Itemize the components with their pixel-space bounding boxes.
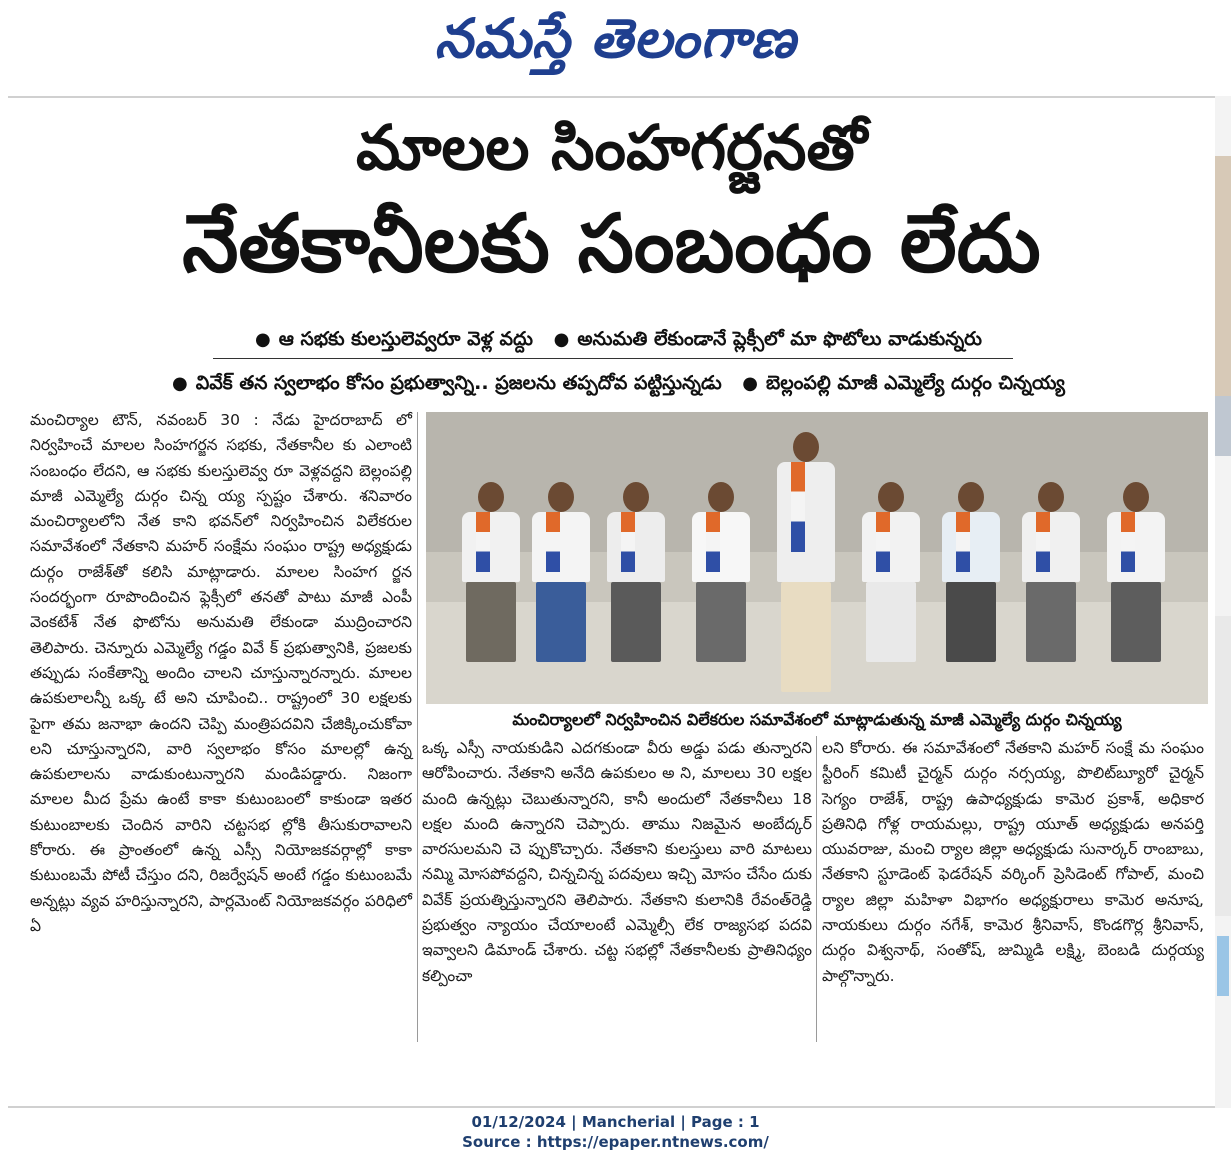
bullet-icon: ● bbox=[742, 373, 758, 394]
bullet-icon: ● bbox=[172, 373, 188, 394]
article-column-1 bbox=[30, 408, 412, 939]
subhead-1: ఆ సభకు కులస్తులెవ్వరూ వెళ్ల వద్దు bbox=[278, 328, 533, 350]
subhead-divider bbox=[213, 358, 1013, 359]
subhead-2: అనుమతి లేకుండానే ప్లెక్సీలో మా ఫొటోలు వాడుకున్నరు bbox=[577, 328, 982, 350]
column-2-text: ఒక్క ఎస్సీ నాయకుడిని ఎదగకుండా వీరు అడ్డు పడు తున్నారని ఆరోపించారు. నేతకాని అనేది ఉపకులం అ ని, మాలలు 30 లక్షల మంది ఉన్నట్లు చెబుతున్నారని, కానీ అందులో నేతకానీలు 18 లక్షల మంది ఉన్నారని చెప్పారు. తాము నిజమైన అంబేద్కర్ వారసులమని చె ప్పుకొచ్చారు. నేతకాని కులస్తులు వారి మాటలు నమ్మి మోసపోవద్దని, చిన్నచిన్న పదవులు ఇచ్చి మోసం చేసేం దుకు వివేక్ ప్రయత్నిస్తున్నారని తెలిపారు. నేతకాని కులానికి రేవంత్‌రెడ్డి ప్రభుత్వం న్యాయం చేయాలంటే ఎమ్మెల్సీ లేక రాజ్యసభ పదవి ఇవ్వాలని డిమాండ్ చేశారు. చట్ట సభల్లో నేతకానీలకు ప్రాతినిధ్యం కల్పించా bbox=[422, 739, 812, 985]
footer-date-edition: 01/12/2024 | Mancherial | Page : 1 bbox=[471, 1113, 760, 1131]
subhead-4: బెల్లంపల్లి మాజీ ఎమ్మెల్యే దుర్గం చిన్నయ్య bbox=[766, 372, 1065, 394]
bullet-icon: ● bbox=[553, 329, 570, 350]
bullet-icon: ● bbox=[254, 329, 271, 350]
headline-line-2: నేతకానీలకు సంబంధం లేదు bbox=[182, 197, 1041, 290]
article-column-2 bbox=[422, 736, 812, 989]
subhead-row-1 bbox=[8, 324, 1215, 355]
subhead-row-2 bbox=[8, 368, 1215, 399]
column-1-text: మంచిర్యాల టౌన్, నవంబర్ 30 : నేడు హైదరాబాద్ లో నిర్వహించే మాలల సింహగర్జన సభకు, నేతకానీల కు ఎలాంటి సంబంధం లేదని, ఆ సభకు కులస్తులెవ్వ రూ వెళ్లవద్దని బెల్లంపల్లి మాజీ ఎమ్మెల్యే దుర్గం చిన్న య్య స్పష్టం చేశారు. శనివారం మంచిర్యాలలోని నేత కాని భవన్‌లో నిర్వహించిన విలేకరుల సమావేశంలో నేతకాని మహర్ సంక్షేమ సంఘం రాష్ట్ర అధ్యక్షుడు దుర్గం రాజేశ్‌తో కలిసి మాట్లాడారు. మాలల సింహగ ర్జన సందర్భంగా రూపొందించిన ఫ్లెక్సీలో తనతో పాటు మాజీ ఎంపీ వెంకటేశ్ నేత ఫొటోను అనుమతి లేకుండా ముద్రించారని తెలిపారు. చెన్నూరు ఎమ్మెల్యే గడ్డం వివే క్ ప్రభుత్వానికి, ప్రజలకు తప్పుడు సంకేతాన్ని అందిం చాలని చూస్తున్నారన్నారు. మాలల ఉపకులాలన్నీ ఒక్క టే అని చూపించి.. రాష్ట్రంలో 30 లక్షలకు పైగా తమ జనాభా ఉందని చెప్పి మంత్రిపదవిని చేజిక్కించుకోవా లని చూస్తున్నారని, వారి స్వలాభం కోసం మాలల్లో ఉన్న ఉపకులాలను వాడుకుంటున్నారని మండిపడ్డారు. నిజంగా మాలల మీద ప్రేమ ఉంటే కాకా కుటుంబంలో కాకుండా ఇతర కుటుంబాలకు చెందిన వారిని చట్టసభ ల్లోకి తీసుకురావాలని కోరారు. ఈ ప్రాంతంలో ఉన్న ఎస్సీ నియోజకవర్గాల్లో కాకా కుటుంబమే పోటీ చేస్తుం దని, రిజర్వేషన్ అంటే గడ్డం కుటుంబమే అన్నట్లు వ్యవ హరిస్తున్నారని, పార్లమెంట్ నియోజకవర్గం పరిధిలో ఏ bbox=[30, 411, 412, 935]
clip-bottom-border bbox=[8, 1106, 1215, 1108]
article-column-3 bbox=[822, 736, 1204, 989]
column-3-text: లని కోరారు. ఈ సమావేశంలో నేతకాని మహర్ సంక్షే మ సంఘం స్టీరింగ్ కమిటీ చైర్మన్ దుర్గం నర్సయ్య, పొలిట్‌బ్యూరో చైర్మన్ సెగ్యం రాజేశ్, రాష్ట్ర ఉపాధ్యక్షుడు కామెర ప్రకాశ్, అధికార ప్రతినిధి గోళ్ల రాయమల్లు, రాష్ట్ర యూత్ అధ్యక్షుడు అనపర్తి యువరాజు, మంచి ర్యాల జిల్లా అధ్యక్షుడు సునార్కర్ రాంబాబు, నేతకాని స్టూడెంట్ ఫెడరేషన్ వర్కింగ్ ప్రెసిడెంట్ గోపాల్, మంచి ర్యాల జిల్లా మహిళా విభాగం అధ్యక్షురాలు కామెర అనూష, నాయకులు దుర్గం నగేశ్, కామెర శ్రీనివాస్, కొండగొర్ల శ్రీనివాస్, దుర్గం విశ్వనాథ్, సంతోష్, జుమ్మిడి లక్ష్మి, బెంబడి దుర్గయ్య పాల్గొన్నారు. bbox=[822, 739, 1204, 985]
newspaper-logo: నమస్తే తెలంగాణ bbox=[434, 7, 797, 70]
page-footer bbox=[0, 1112, 1231, 1152]
subhead-3: వివేక్ తన స్వలాభం కోసం ప్రభుత్వాన్ని.. ప్రజలను తప్పదోవ పట్టిస్తున్నడు bbox=[195, 372, 722, 394]
news-photo bbox=[426, 412, 1208, 704]
column-divider bbox=[816, 736, 817, 1042]
photo-caption: మంచిర్యాలలో నిర్వహించిన విలేకరుల సమావేశంలో మాట్లాడుతున్న మాజీ ఎమ్మెల్యే దుర్గం చిన్నయ్య bbox=[512, 710, 1122, 729]
masthead bbox=[0, 0, 1231, 80]
adjacent-page-strip bbox=[1215, 96, 1231, 1108]
footer-source: Source : https://epaper.ntnews.com/ bbox=[462, 1133, 769, 1151]
column-divider bbox=[417, 412, 418, 1042]
news-clipping bbox=[8, 96, 1215, 1108]
headline-line-1: మాలల సింహగర్జనతో bbox=[356, 111, 867, 184]
